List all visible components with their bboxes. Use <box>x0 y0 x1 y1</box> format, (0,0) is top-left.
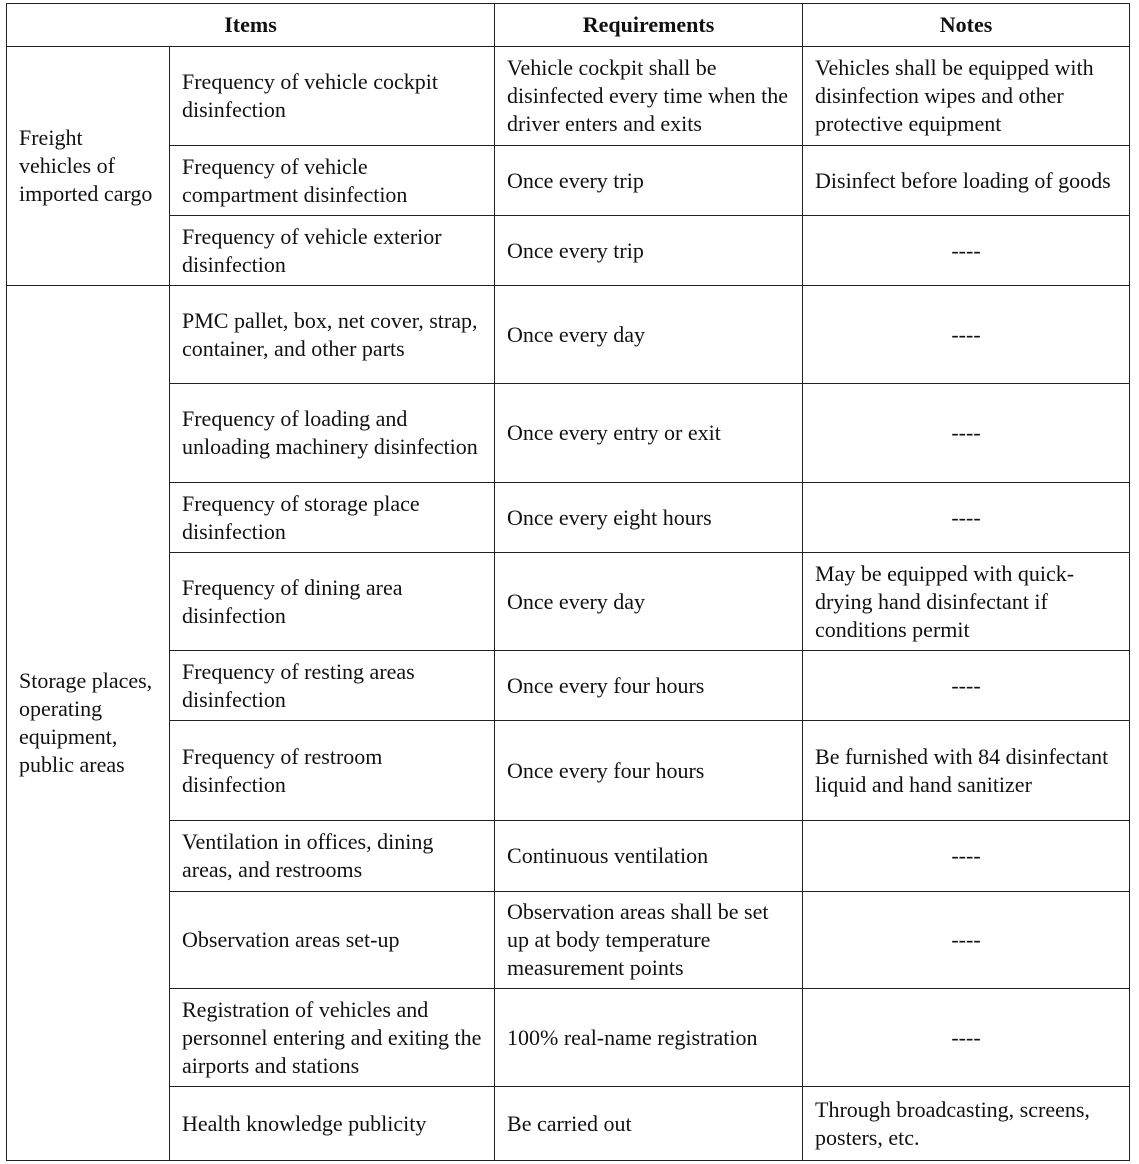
disinfection-requirements-table <box>6 3 1130 1161</box>
table-row <box>7 1087 1130 1161</box>
note-cell: Vehicles shall be equipped with disinfection wipes and other protective equipment <box>803 47 1130 146</box>
table-row <box>7 553 1130 651</box>
note-cell: ---- <box>803 821 1130 892</box>
note-cell: May be equipped with quick-drying hand disinfectant if conditions permit <box>803 553 1130 651</box>
group-label: Storage places, operating equipment, public areas <box>7 286 170 1161</box>
item-cell: Ventilation in offices, dining areas, and restrooms <box>170 821 495 892</box>
header-items: Items <box>7 4 495 47</box>
requirement-cell: Once every four hours <box>495 721 803 821</box>
table-row <box>7 721 1130 821</box>
requirement-cell: Once every day <box>495 286 803 384</box>
table-row <box>7 483 1130 553</box>
note-cell: ---- <box>803 483 1130 553</box>
requirement-cell: 100% real-name registration <box>495 989 803 1087</box>
item-cell: PMC pallet, box, net cover, strap, container, and other parts <box>170 286 495 384</box>
requirement-cell: Vehicle cockpit shall be disinfected every time when the driver enters and exits <box>495 47 803 146</box>
note-cell: ---- <box>803 989 1130 1087</box>
item-cell: Frequency of resting areas disinfection <box>170 651 495 721</box>
table-row <box>7 651 1130 721</box>
note-cell: Disinfect before loading of goods <box>803 146 1130 216</box>
item-cell: Observation areas set-up <box>170 892 495 989</box>
requirement-cell: Once every trip <box>495 146 803 216</box>
table-row <box>7 892 1130 989</box>
requirement-cell: Be carried out <box>495 1087 803 1161</box>
requirement-cell: Once every day <box>495 553 803 651</box>
item-cell: Health knowledge publicity <box>170 1087 495 1161</box>
requirement-cell: Once every entry or exit <box>495 384 803 483</box>
header-requirements: Requirements <box>495 4 803 47</box>
item-cell: Registration of vehicles and personnel entering and exiting the airports and stations <box>170 989 495 1087</box>
table-row <box>7 821 1130 892</box>
table-row <box>7 384 1130 483</box>
requirement-cell: Once every four hours <box>495 651 803 721</box>
table-row <box>7 286 1130 384</box>
item-cell: Frequency of loading and unloading machinery disinfection <box>170 384 495 483</box>
item-cell: Frequency of vehicle cockpit disinfection <box>170 47 495 146</box>
item-cell: Frequency of vehicle compartment disinfection <box>170 146 495 216</box>
requirement-cell: Continuous ventilation <box>495 821 803 892</box>
note-cell: ---- <box>803 216 1130 286</box>
note-cell: ---- <box>803 384 1130 483</box>
note-cell: ---- <box>803 651 1130 721</box>
requirement-cell: Once every trip <box>495 216 803 286</box>
item-cell: Frequency of vehicle exterior disinfection <box>170 216 495 286</box>
item-cell: Frequency of dining area disinfection <box>170 553 495 651</box>
note-cell: ---- <box>803 286 1130 384</box>
header-notes: Notes <box>803 4 1130 47</box>
group-label: Freight vehicles of imported cargo <box>7 47 170 286</box>
note-cell: Through broadcasting, screens, posters, etc. <box>803 1087 1130 1161</box>
table-row <box>7 146 1130 216</box>
note-cell: ---- <box>803 892 1130 989</box>
table-row <box>7 47 1130 146</box>
table-row <box>7 989 1130 1087</box>
requirement-cell: Once every eight hours <box>495 483 803 553</box>
requirement-cell: Observation areas shall be set up at body temperature measurement points <box>495 892 803 989</box>
header-row <box>7 4 1130 47</box>
item-cell: Frequency of restroom disinfection <box>170 721 495 821</box>
note-cell: Be furnished with 84 disinfectant liquid and hand sanitizer <box>803 721 1130 821</box>
item-cell: Frequency of storage place disinfection <box>170 483 495 553</box>
table-row <box>7 216 1130 286</box>
